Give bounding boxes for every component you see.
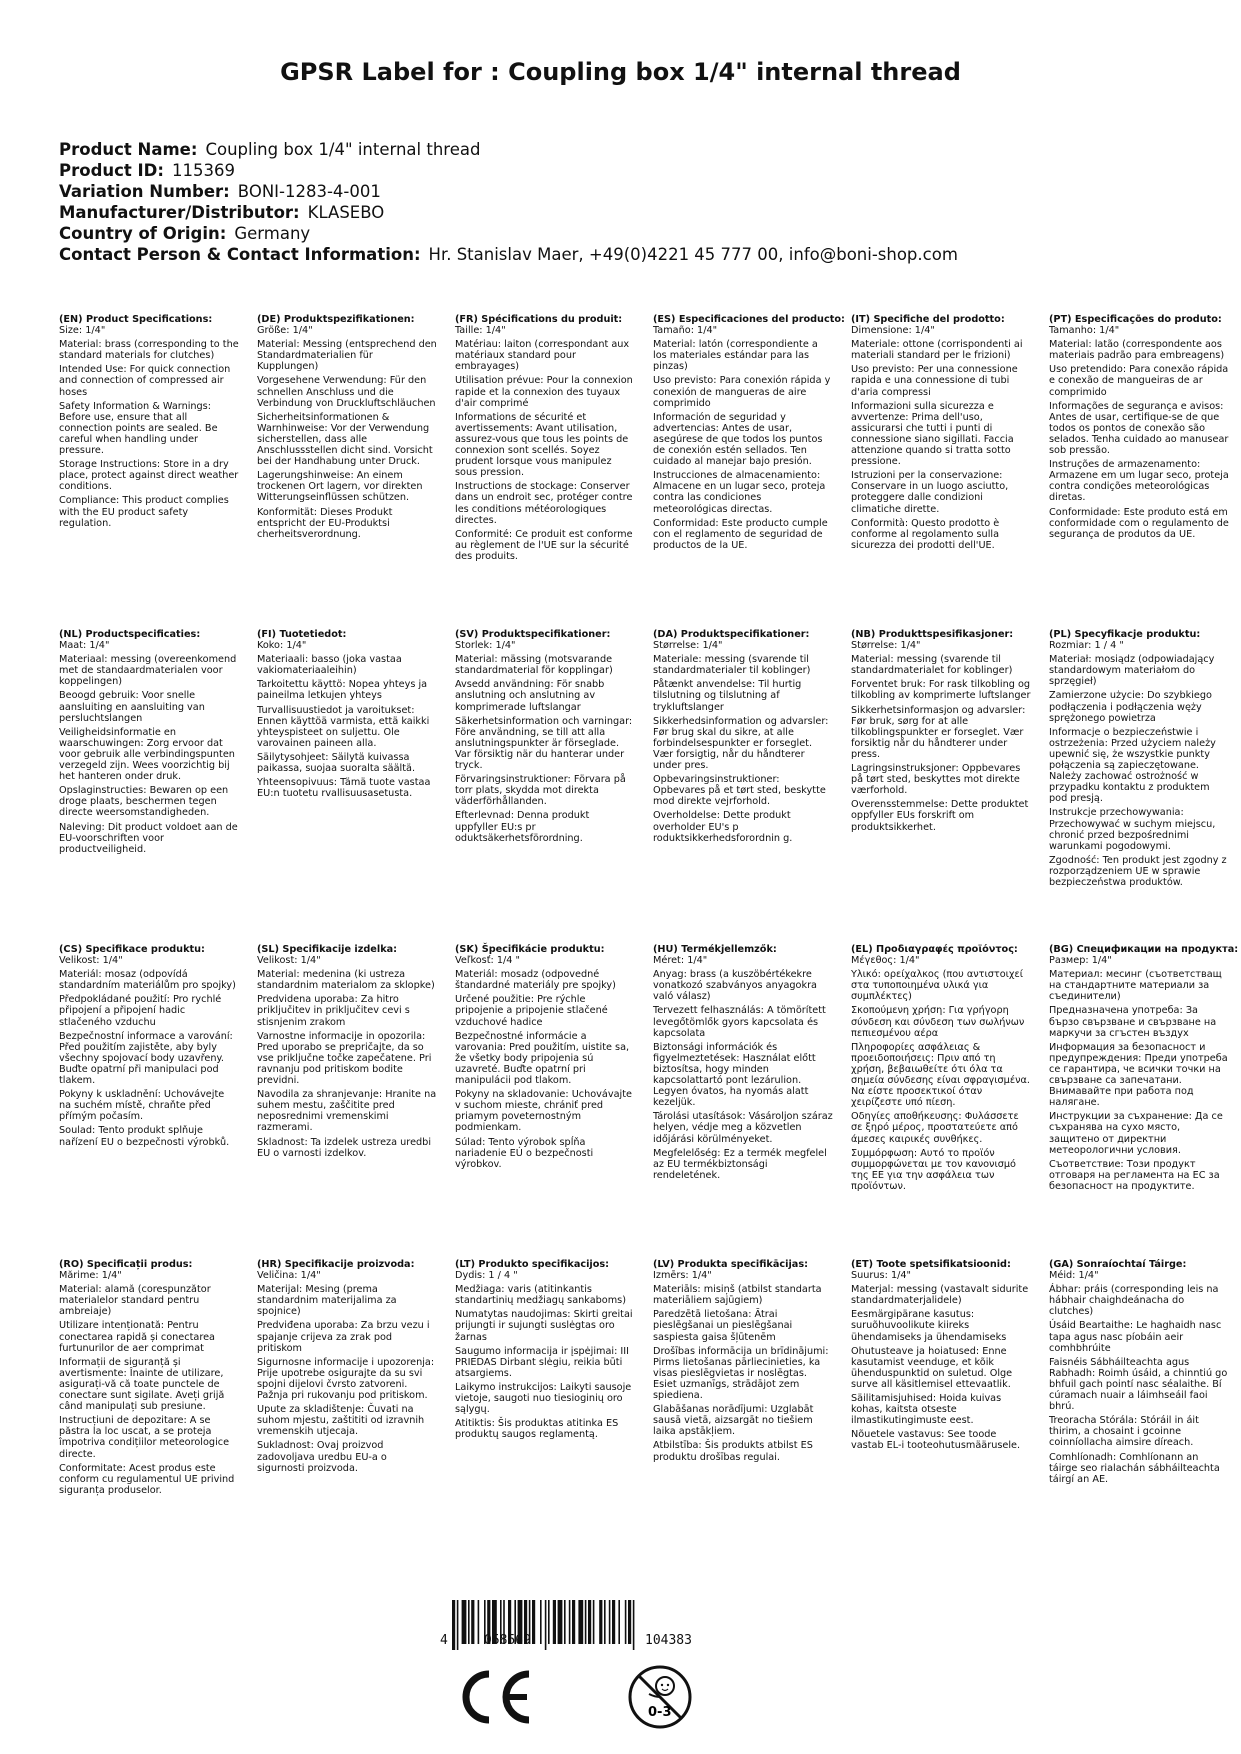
- spec-line: Pokyny k uskladnění: Uchovávejte na suchém místě, chraňte před přímým počasím.: [59, 1089, 225, 1123]
- spec-line: Safety Information & Warnings: Before use, ensure that all connection points are sealed. Be careful when handling under pressure.: [59, 400, 218, 457]
- info-value: Coupling box 1/4" internal thread: [205, 140, 481, 159]
- spec-line: Overensstemmelse: Dette produktet oppfyller EUs forskrift om produktsikkerhet.: [851, 799, 1029, 833]
- spec-line: Größe: 1/4": [257, 325, 313, 337]
- spec-line: Información de seguridad y advertencias: Antes de usar, asegúrese de que todos los puntos de conexión estén sellados. Ten cuidado al manejar bajo presión.: [653, 411, 823, 468]
- spec-line: Skladnost: Ta izdelek ustreza uredbi EU o varnosti izdelkov.: [257, 1136, 432, 1159]
- spec-line: Material: latón (correspondiente a los materiales estándar para las pinzas): [653, 339, 818, 373]
- barcode-icon: [440, 1585, 740, 1665]
- barcode-bar: [578, 1600, 583, 1644]
- spec-line: Eesmärgipärane kasutus: suruõhuvoolikute kiireks ühendamiseks ja ühendamiseks: [851, 1309, 1007, 1343]
- spec-line: Suurus: 1/4": [851, 1270, 911, 1282]
- spec-line: Tamaño: 1/4": [653, 325, 718, 337]
- spec-line: Størrelse: 1/4": [653, 640, 723, 652]
- spec-line: Atbilstība: Šis produkts atbilst ES produktu drošības regulai.: [653, 1440, 813, 1463]
- barcode-lead-digit: 4: [440, 1633, 448, 1648]
- spec-line: Förvaringsinstruktioner: Förvara på torr plats, skydda mot direkta väderförhållanden.: [455, 774, 626, 808]
- spec-heading: (FI) Tuotetiedot:: [257, 629, 347, 640]
- spec-line: Säkerhetsinformation och varningar: Före användning, se till att alla anslutningspunkter är förseglade. Var försiktig när du hanterar under tryck.: [455, 715, 633, 772]
- barcode-bar: [572, 1600, 575, 1644]
- age-label: 0-3: [648, 1705, 672, 1720]
- spec-line: Určené použitie: Pre rýchle pripojenie a pripojenie stlačené vzduchové hadice: [455, 994, 608, 1028]
- barcode-bar: [540, 1600, 542, 1644]
- barcode-bar: [588, 1600, 591, 1644]
- barcode-bar: [468, 1600, 470, 1644]
- info-row: [59, 160, 1199, 181]
- spec-line: Compliance: This product complies with the EU product safety regulation.: [59, 495, 229, 529]
- spec-block: [257, 314, 437, 543]
- spec-block: [455, 314, 635, 565]
- info-value: Germany: [234, 224, 311, 243]
- spec-line: Intended Use: For quick connection and connection of compressed air hoses: [59, 364, 231, 398]
- product-info: [59, 139, 1199, 265]
- spec-line: Размер: 1/4": [1049, 955, 1112, 967]
- spec-line: Numatytas naudojimas: Skirti greitai prijungti ir sujungti suslėgtas oro žarnas: [455, 1309, 633, 1343]
- spec-line: Size: 1/4": [59, 325, 106, 337]
- spec-line: Dimensione: 1/4": [851, 325, 935, 337]
- spec-line: Conformità: Questo prodotto è conforme al regolamento sulla sicurezza dei prodotti dell'UE.: [851, 517, 1000, 551]
- spec-line: Uso pretendido: Para conexão rápida e conexão de mangueiras de ar comprimido: [1049, 364, 1229, 398]
- barcode-group-1: 058569: [484, 1633, 531, 1648]
- spec-line: Instrukcje przechowywania: Przechowywać w suchym miejscu, chronić przed bezpośrednimi warunkami pogodowymi.: [1049, 807, 1216, 852]
- page-title: GPSR Label for : Coupling box 1/4" internal thread: [280, 58, 961, 86]
- spec-line: Ábhar: práis (corresponding leis na hábhair chaighdeánacha do clutches): [1049, 1284, 1219, 1318]
- spec-line: Nõuetele vastavus: See toode vastab EL-i tooteohutusmäärusele.: [851, 1429, 1021, 1452]
- spec-block: [257, 629, 437, 802]
- barcode-bar: [593, 1600, 595, 1644]
- spec-line: Informations de sécurité et avertissements: Avant utilisation, assurez-vous que tous les points de connexion sont scellés. Soyez prudent lorsque vous manipulez sous pression.: [455, 411, 629, 479]
- barcode-bar: [569, 1600, 571, 1644]
- spec-line: Sigurnosne informacije i upozorenja: Prije upotrebe osigurajte da su svi spojni dijelovi čvrsto zatvoreni. Pažnja pri rukovanju pod pritiskom.: [257, 1356, 435, 1402]
- info-row: [59, 223, 1199, 244]
- spec-line: Glabāšanas norādījumi: Uzglabāt sausā vietā, aizsargāt no tiešiem laika apstākļiem.: [653, 1404, 814, 1438]
- barcode-bar: [452, 1600, 455, 1650]
- spec-heading: (ES) Especificaciones del producto:: [653, 314, 845, 325]
- ce-mark-icon: [455, 1668, 535, 1726]
- spec-line: Ohutusteave ja hoiatused: Enne kasutamist veenduge, et kõik ühenduspunktid on suletud. Olge surve all käsitlemisel ettevaatlik.: [851, 1345, 1013, 1390]
- spec-line: Veľkosť: 1/4 ": [455, 955, 520, 967]
- spec-line: Pokyny na skladovanie: Uchovávajte v suchom mieste, chrániť pred priamym poveternostným podmienkam.: [455, 1089, 632, 1134]
- barcode-bar: [604, 1600, 606, 1644]
- spec-line: Sikkerhedsinformation og advarsler: Før brug skal du sikre, at alle forbindelsespunkter er forseglet. Vær forsigtig, når du håndterer under pres.: [653, 715, 829, 772]
- spec-heading: (DA) Produktspecifikationer:: [653, 629, 810, 640]
- spec-line: Informații de siguranță și avertismente: Înainte de utilizare, asigurați-vă că toate punctele de conectare sunt sigilate. Aveți grijă când manipulați sub presiune.: [59, 1356, 225, 1413]
- spec-line: Úsáid Beartaithe: Le haghaidh nasc tapa agus nasc píobáin aeir comhbhrúite: [1049, 1320, 1222, 1354]
- spec-line: Bezpečnostní informace a varování: Před použitím zajistěte, aby byly všechny spojovací body uzavřeny. Buďte opatrní při manipulaci pod tlakem.: [59, 1030, 233, 1087]
- spec-line: Sikkerhetsinformasjon og advarsler: Før bruk, sørg for at alle tilkoblingspunkter er forseglet. Vær forsiktig når du håndterer under press.: [851, 704, 1026, 760]
- spec-line: Material: latão (correspondente aos materiais padrão para embreagens): [1049, 339, 1225, 362]
- barcode-bar: [545, 1600, 547, 1650]
- spec-line: Material: medenina (ki ustreza standardnim materialom za sklopke): [257, 969, 435, 992]
- spec-line: Instrucciones de almacenamiento: Almacene en un lugar seco, proteja contra las condiciones meteorológicas directas.: [653, 470, 826, 515]
- spec-line: Mărime: 1/4": [59, 1270, 122, 1282]
- spec-line: Istruzioni per la conservazione: Conservare in un luogo asciutto, proteggere dalle condizioni climatiche dirette.: [851, 470, 1009, 515]
- spec-line: Συμμόρφωση: Αυτό το προϊόν συμμορφώνεται με τον κανονισμό της ΕΕ για την ασφάλεια των προϊόντων.: [851, 1147, 1016, 1192]
- spec-heading: (IT) Specifiche del prodotto:: [851, 314, 1005, 325]
- spec-block: [1049, 944, 1239, 1195]
- spec-line: Medžiaga: varis (atitinkantis standartinių medžiagų sankaboms): [455, 1284, 626, 1307]
- spec-line: Material: brass (corresponding to the standard materials for clutches): [59, 339, 239, 362]
- spec-block: [851, 944, 1031, 1195]
- spec-line: Opslaginstructies: Bewaren op een droge plaats, beschermen tegen directe weersomstandigheden.: [59, 785, 229, 819]
- spec-line: Sukladnost: Ovaj proizvod zadovoljava uredbu EU-a o sigurnosti proizvoda.: [257, 1440, 387, 1474]
- spec-line: Säilytysohjeet: Säilytä kuivassa paikassa, suojaa suoralta säältä.: [257, 751, 416, 775]
- spec-block: [1049, 314, 1229, 543]
- info-label: Product Name:: [59, 140, 198, 159]
- spec-line: Materjal: messing (vastavalt sidurite standardmaterjalidele): [851, 1284, 1029, 1307]
- spec-line: Zgodność: Ten produkt jest zgodny z rozporządzeniem UE w sprawie bezpieczeństwa produktów.: [1049, 854, 1227, 888]
- spec-block: [653, 944, 833, 1184]
- spec-block: [59, 1259, 239, 1499]
- spec-line: Utilisation prévue: Pour la connexion rapide et la connexion des tuyaux d'air comprimé: [455, 375, 633, 409]
- barcode-bar: [585, 1600, 587, 1644]
- spec-line: Materiale: messing (svarende til standardmaterialer til koblinger): [653, 654, 811, 677]
- barcode-bar: [462, 1600, 467, 1644]
- spec-line: Sicherheitsinformationen & Warnhinweise: Vor der Verwendung sicherstellen, dass alle Anschlussstellen dicht sind. Vorsicht bei der Handhabung unter Druck.: [257, 411, 433, 468]
- spec-line: Материал: месинг (съответстващ на стандартните материали за съединители): [1049, 969, 1222, 1003]
- spec-line: Predvidena uporaba: Za hitro priključitev in priključitev cevi s stisnjenim zrakom: [257, 994, 410, 1028]
- spec-line: Инструкции за съхранение: Да се съхранява на сухо място, защитено от директни метеорологични условия.: [1049, 1111, 1223, 1156]
- spec-line: Conformidade: Este produto está em conformidade com o regulamento de segurança de produtos da UE.: [1049, 506, 1229, 540]
- spec-block: [851, 314, 1031, 554]
- spec-line: Υλικό: ορείχαλκος (που αντιστοιχεί στα τυποποιημένα υλικά για συμπλέκτες): [851, 969, 1024, 1003]
- spec-line: Uso previsto: Per una connessione rapida e una connessione di tubi d'aria compressi: [851, 364, 1018, 398]
- spec-line: Biztonsági információk és figyelmeztetések: Használat előtt biztosítsa, hogy minden kapcsolattartó pont lezárulion. Legyen óvatos, ha nyomás alatt kezeljük.: [653, 1041, 816, 1109]
- barcode-bar: [564, 1600, 566, 1644]
- barcode-bar: [633, 1600, 635, 1650]
- spec-line: Informacje o bezpieczeństwie i ostrzeżenia: Przed użyciem należy upewnić się, że wszystkie punkty połączenia są zapieczętowane. Należy zachować ostrożność w przypadku kontaktu z produktem pod presją.: [1049, 726, 1216, 805]
- spec-line: Opbevaringsinstruktioner: Opbevares på et tørt sted, beskytte mod direkte vejrforhold.: [653, 774, 826, 808]
- spec-heading: (ET) Toote spetsifikatsioonid:: [851, 1259, 1011, 1270]
- spec-heading: (DE) Produktspezifikationen:: [257, 314, 415, 325]
- barcode-bar: [628, 1600, 631, 1644]
- spec-line: Navodila za shranjevanje: Hranite na suhem mestu, zaščitite pred neposrednimi vremenskimi razmerami.: [257, 1089, 437, 1134]
- spec-line: Atitiktis: Šis produktas atitinka ES produktų saugos reglamentą.: [455, 1418, 619, 1441]
- spec-line: Tárolási utasítások: Vásároljon száraz helyen, védje meg a közvetlen időjárási körülményeket.: [653, 1111, 833, 1145]
- info-value: KLASEBO: [307, 203, 385, 222]
- spec-line: Material: Messing (entsprechend den Standardmaterialien für Kupplungen): [257, 339, 437, 373]
- info-row: [59, 244, 1199, 265]
- spec-line: Overholdelse: Dette produkt overholder EU's p roduktsikkerhedsforordnin g.: [653, 810, 793, 844]
- spec-line: Předpokládané použití: Pro rychlé připojení a připojení hadic stlačeného vzduchu: [59, 994, 222, 1028]
- spec-line: Materiāls: misiņš (atbilst standarta materiāliem sajūgiem): [653, 1284, 822, 1307]
- spec-line: Lagringsinstruksjoner: Oppbevares på tørt sted, beskyttes mot direkte værforhold.: [851, 763, 1021, 797]
- spec-line: Upute za skladištenje: Čuvati na suhom mjestu, zaštititi od izravnih vremenskih utjecaja.: [257, 1404, 425, 1438]
- spec-block: [851, 629, 1031, 836]
- spec-heading: (NL) Productspecificaties:: [59, 629, 201, 640]
- spec-line: Méret: 1/4": [653, 955, 708, 967]
- spec-line: Tervezett felhasználás: A tömörített levegőtömlők gyors kapcsolata és kapcsolata: [653, 1005, 826, 1039]
- info-label: Country of Origin:: [59, 224, 227, 243]
- spec-heading: (SV) Produktspecifikationer:: [455, 629, 611, 640]
- spec-line: Saugumo informacija ir įspėjimai: III PRIEDAS Dirbant slėgiu, reikia būti atsargiems.: [455, 1345, 630, 1379]
- spec-block: [59, 314, 239, 532]
- barcode-bar: [625, 1600, 627, 1644]
- spec-line: Materiał: mosiądz (odpowiadający standardowym materiałom do sprzęgieł): [1049, 654, 1215, 688]
- spec-line: Påtænkt anvendelse: Til hurtig tilslutning og tilslutning af trykluftslanger: [653, 679, 802, 713]
- spec-line: Maat: 1/4": [59, 640, 110, 652]
- spec-line: Megfelelőség: Ez a termék megfelel az EU termékbiztonsági rendeletének.: [653, 1147, 827, 1181]
- spec-block: [1049, 1259, 1229, 1488]
- spec-line: Anyag: brass (a kuszöbértékekre vonatkozó szabványos anyagokra való válasz): [653, 969, 817, 1003]
- spec-line: Varnostne informacije in opozorila: Pred uporabo se prepričajte, da so vse priključne točke zapečatene. Pri ravnanju pod pritiskom bodite previdni.: [257, 1030, 432, 1087]
- spec-line: Veličina: 1/4": [257, 1270, 321, 1282]
- spec-heading: (LT) Produkto specifikacijos:: [455, 1259, 610, 1270]
- spec-line: Utilizare intenționată: Pentru conectarea rapidă și conectarea furtunurilor de aer comprimat: [59, 1320, 215, 1354]
- barcode-bar: [612, 1600, 615, 1644]
- barcode-bar: [609, 1600, 611, 1644]
- spec-block: [653, 629, 833, 847]
- spec-heading: (EL) Προδιαγραφές προϊόντος:: [851, 944, 1018, 955]
- spec-line: Material: mässing (motsvarande standardmaterial för kopplingar): [455, 654, 613, 677]
- spec-line: Informações de segurança e avisos: Antes de usar, certifique-se de que todos os pontos de conexão são selados. Tenha cuidado ao manusear sob pressão.: [1049, 400, 1229, 457]
- spec-line: Materijal: Mesing (prema standardnim materijalima za spojnice): [257, 1284, 397, 1318]
- spec-line: Izmērs: 1/4": [653, 1270, 712, 1282]
- spec-block: [257, 1259, 437, 1477]
- info-row: [59, 181, 1199, 202]
- spec-line: Forventet bruk: For rask tilkobling og tilkobling av komprimerte luftslanger: [851, 679, 1031, 702]
- info-row: [59, 202, 1199, 223]
- spec-line: Treoracha Stórála: Stóráil in áit thirim, a chosaint i gcoinne coinníollacha aimsire díreach.: [1049, 1415, 1199, 1449]
- spec-heading: (HU) Termékjellemzők:: [653, 944, 777, 955]
- spec-line: Zamierzone użycie: Do szybkiego podłączenia i podłączenia węży sprężonego powietrza: [1049, 690, 1212, 724]
- spec-line: Méid: 1/4": [1049, 1270, 1099, 1282]
- spec-heading: (CS) Specifikace produktu:: [59, 944, 205, 955]
- spec-line: Instruções de armazenamento: Armazene em um lugar seco, proteja contra condições meteorológicas diretas.: [1049, 459, 1229, 504]
- spec-heading: (RO) Specificații produs:: [59, 1259, 193, 1270]
- spec-line: Dydis: 1 / 4 ": [455, 1270, 518, 1282]
- spec-block: [653, 1259, 833, 1466]
- barcode-group-2: 104383: [645, 1633, 692, 1648]
- info-value: 115369: [171, 161, 235, 180]
- spec-heading: (SL) Specifikacije izdelka:: [257, 944, 398, 955]
- barcode-bar: [618, 1600, 620, 1644]
- spec-line: Materiál: mosadz (odpovedné štandardné materiály pre spojky): [455, 969, 616, 992]
- spec-block: [653, 314, 845, 554]
- spec-line: Beoogd gebruik: Voor snelle aansluiting en aansluiting van persluchtslangen: [59, 690, 205, 724]
- spec-line: Materiál: mosaz (odpovídá standardním materiálům pro spojky): [59, 969, 236, 992]
- spec-block: [455, 944, 635, 1173]
- spec-heading: (NB) Produkttspesifikasjoner:: [851, 629, 1014, 640]
- spec-line: Material: alamă (corespunzător materialelor standard pentru ambreiaje): [59, 1284, 211, 1318]
- spec-line: Instrucțiuni de depozitare: A se păstra la loc uscat, a se proteja împotriva condițiilor meteorologice directe.: [59, 1415, 230, 1460]
- spec-block: [1049, 629, 1229, 891]
- barcode-bar: [558, 1600, 563, 1644]
- spec-heading: (SK) Špecifikácie produktu:: [455, 944, 605, 955]
- spec-line: Tamanho: 1/4": [1049, 325, 1120, 337]
- spec-heading: (EN) Product Specifications:: [59, 314, 213, 325]
- spec-block: [59, 944, 239, 1151]
- spec-line: Yhteensopivuus: Tämä tuote vastaa EU:n tuotetu rvallisuusasetusta.: [257, 777, 431, 800]
- barcode-bar: [599, 1600, 602, 1644]
- spec-line: Conformitate: Acest produs este conform cu regulamentul UE privind siguranța produselor.: [59, 1462, 235, 1496]
- spec-line: Πληροφορίες ασφάλειας & προειδοποιήσεις: Πριν από τη χρήση, βεβαιωθείτε ότι όλα τα σημεία σύνδεσης είναι σφραγισμένα. Να είστε προσεκτικοί όταν χειρίζεστε υπό πίεση.: [851, 1041, 1030, 1109]
- spec-heading: (PT) Especificações do produto:: [1049, 314, 1222, 325]
- spec-line: Säilitamisjuhised: Hoida kuivas kohas, kaitsta otseste ilmastikutingimuste eest.: [851, 1393, 1002, 1427]
- spec-line: Predviđena uporaba: Za brzu vezu i spajanje crijeva za zrak pod pritiskom: [257, 1320, 430, 1354]
- spec-line: Laikymo instrukcijos: Laikyti sausoje vietoje, saugoti nuo tiesioginių oro sąlygų.: [455, 1381, 632, 1416]
- spec-block: [851, 1259, 1031, 1455]
- spec-line: Comhlíonadh: Comhlíonann an táirge seo rialachán sábháilteachta táirgí an AE.: [1049, 1451, 1220, 1485]
- spec-line: Informazioni sulla sicurezza e avvertenze: Prima dell'uso, assicurarsi che tutti i punti di connessione siano sigillati. Faccia attenzione quando si tratta sotto pressione.: [851, 400, 1014, 468]
- spec-line: Информация за безопасност и предупреждения: Преди употреба се гарантира, че всички точки на свързване са запечатани. Внимавайте при работа под налягане.: [1049, 1041, 1228, 1109]
- spec-line: Veiligheidsinformatie en waarschuwingen: Zorg ervoor dat voor gebruik alle verbindingspunten verzegeld zijn. Wees voorzichtig bij het hanteren onder druk.: [59, 726, 235, 783]
- spec-line: Materiaal: messing (overeenkomend met de standaardmaterialen voor koppelingen): [59, 654, 237, 688]
- barcode-bar: [471, 1600, 474, 1644]
- spec-line: Οδηγίες αποθήκευσης: Φυλάσσετε σε ξηρό μέρος, προστατεύετε από άμεσες καιρικές συνθήκες.: [851, 1111, 1019, 1145]
- not-for-children-0-3-icon: [627, 1664, 693, 1730]
- spec-line: Drošības informācija un brīdinājumi: Pirms lietošanas pārliecinieties, ka visas pieslēgvietas ir noslēgtas. Esiet uzmanīgs, strādājot zem spiediena.: [653, 1345, 829, 1402]
- barcode-bar: [532, 1600, 535, 1644]
- spec-line: Taille: 1/4": [455, 325, 506, 337]
- info-label: Product ID:: [59, 161, 164, 180]
- spec-line: Conformité: Ce produit est conforme au règlement de l'UE sur la sécurité des produits.: [455, 528, 633, 562]
- spec-block: [59, 629, 239, 858]
- spec-line: Naleving: Dit product voldoet aan de EU-voorschriften voor productveiligheid.: [59, 821, 238, 855]
- spec-heading: (BG) Спецификации на продукта:: [1049, 944, 1239, 955]
- spec-line: Konformität: Dieses Produkt entspricht der EU-Produktsi cherheitsverordnung.: [257, 506, 393, 540]
- spec-line: Faisnéis Sábháilteachta agus Rabhadh: Roimh úsáid, a chinntiú go bhfuil gach pointí nasc séalaithe. Bí cúramach nuair a láimhseáil faoi bhrú.: [1049, 1356, 1228, 1413]
- info-value: BONI-1283-4-001: [237, 182, 381, 201]
- spec-line: Turvallisuustiedot ja varoitukset: Ennen käyttöä varmista, että kaikki yhteyspisteet on suljettu. Ole varovainen paineen alla.: [257, 704, 430, 749]
- spec-line: Uso previsto: Para conexión rápida y conexión de mangueras de aire comprimido: [653, 375, 831, 409]
- spec-line: Bezpečnostné informácie a varovania: Pred použitím, uistite sa, že všetky body pripojenia sú uzavreté. Buďte opatrní pri manipulácii pod tlakom.: [455, 1030, 630, 1087]
- spec-heading: (GA) Sonraíochtaí Táirge:: [1049, 1259, 1187, 1270]
- spec-line: Størrelse: 1/4": [851, 640, 921, 652]
- spec-heading: (LV) Produkta specifikācijas:: [653, 1259, 808, 1270]
- spec-line: Materiale: ottone (corrispondenti ai materiali standard per le frizioni): [851, 339, 1023, 362]
- spec-block: [455, 629, 635, 847]
- spec-line: Koko: 1/4": [257, 640, 307, 652]
- spec-block: [257, 944, 437, 1162]
- spec-line: Efterlevnad: Denna produkt uppfyller EU:s pr oduktsäkerhetsförordning.: [455, 810, 590, 844]
- spec-line: Предназначена употреба: За бързо свързване и свързване на маркучи за сгъстен въздух: [1049, 1005, 1217, 1039]
- info-label: Contact Person & Contact Information:: [59, 245, 421, 264]
- barcode-bar: [478, 1600, 480, 1644]
- info-label: Variation Number:: [59, 182, 230, 201]
- info-value: Hr. Stanislav Maer, +49(0)4221 45 777 00, info@boni-shop.com: [428, 245, 958, 264]
- spec-line: Soulad: Tento produkt splňuje nařízení EU o bezpečnosti výrobků.: [59, 1125, 230, 1148]
- barcode-bar: [553, 1600, 556, 1644]
- spec-line: Material: messing (svarende til standardmaterialet for koblinger): [851, 654, 1013, 677]
- spec-line: Съответствие: Този продукт отговаря на регламента на ЕС за безопасност на продуктите.: [1049, 1158, 1220, 1192]
- spec-heading: (PL) Specyfikacje produktu:: [1049, 629, 1201, 640]
- info-label: Manufacturer/Distributor:: [59, 203, 300, 222]
- info-row: [59, 139, 1199, 160]
- spec-line: Paredzētā lietošana: Ātrai pieslēgšanai un pieslēgšanai saspiesta gaisa šļūtenēm: [653, 1309, 793, 1343]
- spec-block: [455, 1259, 635, 1443]
- spec-line: Súlad: Tento výrobok spĺňa nariadenie EÚ o bezpečnosti výrobkov.: [455, 1136, 594, 1170]
- spec-heading: (HR) Specifikacije proizvoda:: [257, 1259, 415, 1270]
- spec-line: Storlek: 1/4": [455, 640, 516, 652]
- spec-line: Avsedd användning: För snabb anslutning och anslutning av komprimerade luftslangar: [455, 679, 605, 713]
- spec-line: Instructions de stockage: Conserver dans un endroit sec, protéger contre les conditions météorologiques directes.: [455, 481, 633, 526]
- spec-line: Σκοπούμενη χρήση: Για γρήγορη σύνδεση και σύνδεση των σωλήνων πεπιεσμένου αέρα: [851, 1005, 1025, 1039]
- spec-heading: (FR) Spécifications du produit:: [455, 314, 623, 325]
- spec-line: Tarkoitettu käyttö: Nopea yhteys ja paineilma letkujen yhteys: [257, 679, 428, 702]
- spec-line: Matériau: laiton (correspondant aux matériaux standard pour embrayages): [455, 339, 630, 373]
- spec-line: Velikost: 1/4": [257, 955, 321, 967]
- spec-line: Storage Instructions: Store in a dry place, protect against direct weather conditions.: [59, 459, 239, 493]
- spec-line: Lagerungshinweise: An einem trockenen Ort lagern, vor direkten Witterungseinflüssen schützen.: [257, 470, 423, 504]
- spec-line: Conformidad: Este producto cumple con el reglamento de seguridad de productos de la UE.: [653, 517, 828, 551]
- spec-line: Μέγεθος: 1/4": [851, 955, 920, 967]
- spec-line: Materiaali: basso (joka vastaa vakiomateriaaleihin): [257, 654, 402, 677]
- spec-line: Velikost: 1/4": [59, 955, 123, 967]
- barcode-bar: [457, 1600, 459, 1650]
- barcode-bar: [548, 1600, 550, 1644]
- spec-line: Rozmiar: 1 / 4 ": [1049, 640, 1124, 652]
- spec-line: Vorgesehene Verwendung: Für den schnellen Anschluss und die Verbindung von Druckluftschläuchen: [257, 375, 436, 409]
